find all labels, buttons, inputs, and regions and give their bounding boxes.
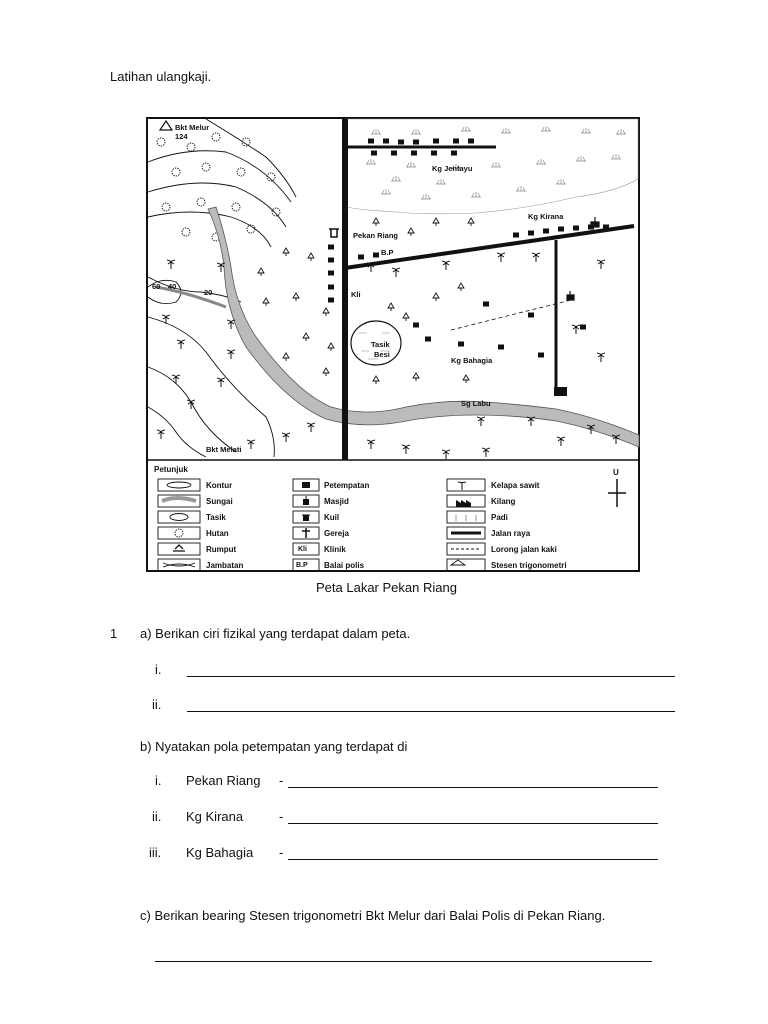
question-number: 1 (110, 626, 118, 641)
legend-title: Petunjuk (154, 465, 188, 474)
b-item-place: Kg Kirana (186, 809, 244, 824)
label-kg-kirana: Kg Kirana (528, 212, 564, 221)
legend-item-label: Tasik (206, 513, 226, 522)
factory (554, 387, 567, 396)
legend-item-label: Klinik (324, 545, 346, 554)
answer-a-i-label: i. (155, 662, 162, 677)
b-item-dash: - (279, 809, 284, 824)
answer-b-ii-line[interactable] (288, 823, 658, 824)
worksheet-title: Latihan ulangkaji. (110, 69, 212, 84)
label-bkt-melur-height: 124 (175, 132, 188, 141)
legend-item-label: Kuil (324, 513, 340, 522)
legend-item-label: Balai polis (324, 561, 365, 570)
legend-item-label: Lorong jalan kaki (491, 545, 557, 554)
legend-item-label: Sungai (206, 497, 233, 506)
label-contour-60: 60 (152, 282, 161, 291)
question-c-text: c) Berikan bearing Stesen trigonometri Bkt Melur dari Balai Polis di Pekan Riang. (140, 908, 606, 923)
label-bkt-melati: Bkt Melati (206, 445, 242, 454)
answer-a-ii-line[interactable] (187, 711, 675, 712)
answer-a-ii-label: ii. (152, 697, 162, 712)
legend-item-label: Masjid (324, 497, 349, 506)
sketch-map (146, 117, 640, 572)
legend-item-label: Hutan (206, 529, 229, 538)
question-a-text: a) Berikan ciri fizikal yang terdapat dalam peta. (140, 626, 411, 641)
label-contour-40: 40 (168, 282, 177, 291)
legend-item-label: Gereja (324, 529, 349, 538)
label-kg-bahagia: Kg Bahagia (451, 356, 493, 365)
b-item-place: Kg Bahagia (186, 845, 254, 860)
legend-klinik-symbol: Kli (298, 546, 307, 553)
answer-c-line[interactable] (155, 961, 652, 962)
b-item-place: Pekan Riang (186, 773, 261, 788)
label-pekan-riang: Pekan Riang (353, 231, 399, 240)
answer-a-i-line[interactable] (187, 676, 675, 677)
label-bkt-melur: Bkt Melur (175, 123, 210, 132)
legend-item-label: Kilang (491, 497, 516, 506)
legend-item-label: Jambatan (206, 561, 244, 570)
map-caption: Peta Lakar Pekan Riang (316, 580, 457, 595)
label-contour-20: 20 (204, 288, 213, 297)
legend-item-label: Rumput (206, 545, 237, 554)
b-item-dash: - (279, 773, 284, 788)
legend-bp-symbol: B.P (296, 562, 308, 569)
label-sg-labu: Sg Labu (461, 399, 491, 408)
b-item-dash: - (279, 845, 284, 860)
answer-b-iii-line[interactable] (288, 859, 658, 860)
legend-item-label: Kelapa sawit (491, 481, 540, 490)
label-kg-jentayu: Kg Jentayu (432, 164, 473, 173)
legend-item-label: Padi (491, 513, 508, 522)
answer-b-i-line[interactable] (288, 787, 658, 788)
label-besi: Besi (374, 350, 390, 359)
b-item-num: ii. (152, 809, 162, 824)
b-item-num: iii. (149, 845, 162, 860)
b-item-num: i. (155, 773, 162, 788)
legend-item-label: Kontur (206, 481, 233, 490)
label-bp: B.P (381, 248, 394, 257)
legend-item-label: Stesen trigonometri (491, 561, 567, 570)
legend-item-label: Jalan raya (491, 529, 531, 538)
north-label: U (613, 468, 619, 477)
label-tasik: Tasik (371, 340, 390, 349)
question-b-text: b) Nyatakan pola petempatan yang terdapat di (140, 739, 408, 754)
label-kli: Kli (351, 290, 361, 299)
legend-item-label: Petempatan (324, 481, 370, 490)
